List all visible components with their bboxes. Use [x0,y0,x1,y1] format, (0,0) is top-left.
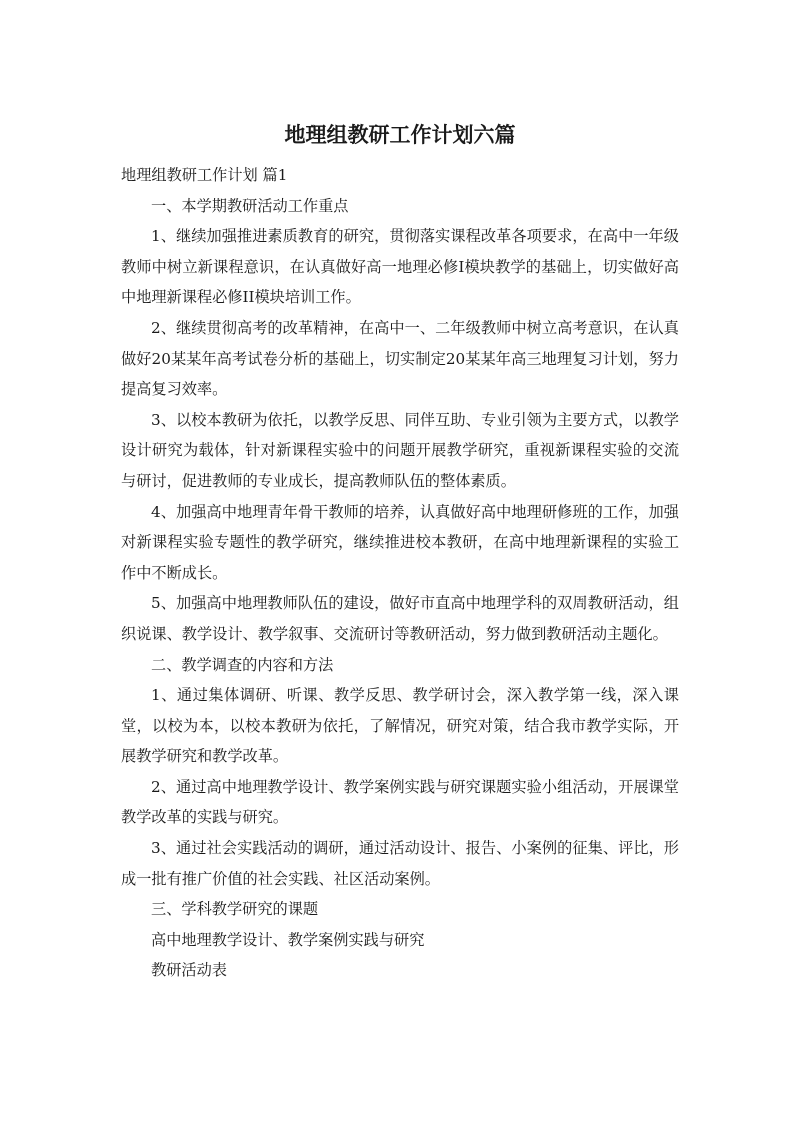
paragraph: 高中地理教学设计、教学案例实践与研究 [151,930,425,949]
paragraph: 三、学科教学研究的课题 [151,900,319,919]
paragraph: 一、本学期教研活动工作重点 [151,196,349,215]
document-title: 地理组教研工作计划六篇 [284,123,516,147]
paragraph: 教研活动表 [151,961,227,980]
paragraph: 1、继续加强推进素质教育的研究，贯彻落实课程改革各项要求，在高中一年级教师中树立新课程意识，在认真做好高一地理必修Ⅰ模块教学的基础上，切实做好高中地理新课程必修II模块培训工作。 [121,227,679,307]
paragraph: 3、通过社会实践活动的调研，通过活动设计、报告、小案例的征集、评比，形成一批有推广价值的社会实践、社区活动案例。 [121,839,679,888]
paragraph: 4、加强高中地理青年骨干教师的培养，认真做好高中地理研修班的工作，加强对新课程实验专题性的教学研究，继续推进校本教研，在高中地理新课程的实验工作中不断成长。 [121,502,679,582]
document-body [121,160,679,986]
paragraph: 2、通过高中地理教学设计、教学案例实践与研究课题实验小组活动，开展课堂教学改革的实践与研究。 [121,777,679,827]
paragraph: 5、加强高中地理教师队伍的建设，做好市直高中地理学科的双周教研活动，组织说课、教学设计、教学叙事、交流研讨等教研活动，努力做到教研活动主题化。 [121,594,679,643]
paragraph: 二、教学调查的内容和方法 [151,655,334,674]
paragraph: 1、通过集体调研、听课、教学反思、教学研讨会，深入教学第一线，深入课堂，以校为本，以校本教研为依托，了解情况，研究对策，结合我市教学实际，开展教学研究和教学改革。 [121,686,679,766]
paragraph: 2、继续贯彻高考的改革精神，在高中一、二年级教师中树立高考意识，在认真做好20某某年高考试卷分析的基础上，切实制定20某某年高三地理复习计划，努力提高复习效率。 [121,318,679,399]
paragraph: 3、以校本教研为依托，以教学反思、同伴互助、专业引领为主要方式，以教学设计研究为载体，针对新课程实验中的问题开展教学研究，重视新课程实验的交流与研讨，促进教师的专业成长，提高教师队伍的整体素质。 [121,410,679,490]
section-heading-plan-1: 地理组教研工作计划 篇1 [121,166,288,184]
